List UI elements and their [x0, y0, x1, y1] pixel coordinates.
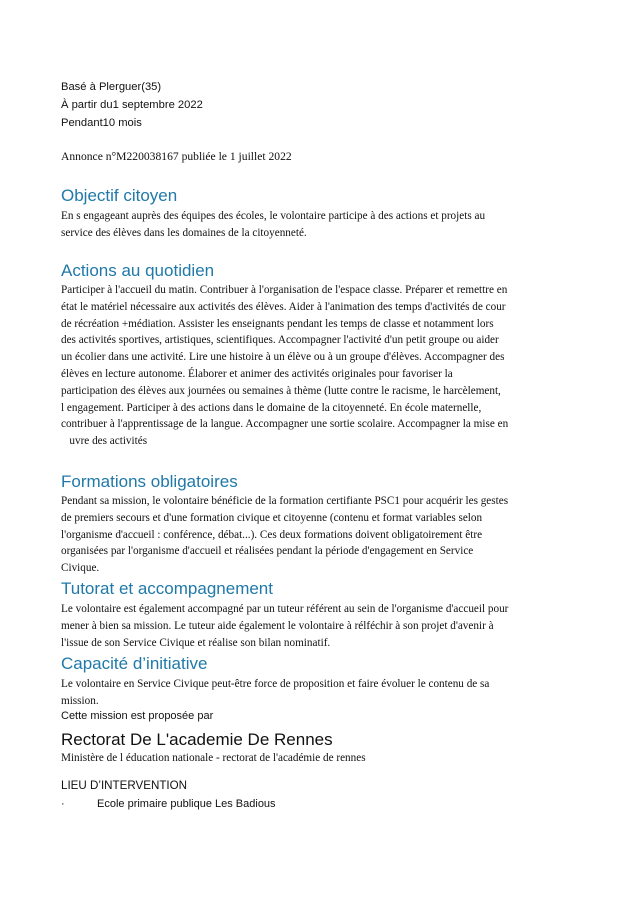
body-line: mission.	[61, 694, 99, 707]
body-line: un écolier dans une activité. Lire une histoire à un élève ou à un groupe d'élèves. Accompagner des	[61, 351, 505, 364]
section-body-tutorat	[61, 601, 561, 651]
mission-duration: Pendant10 mois	[61, 117, 142, 129]
intervention-place-heading: LIEU D’INTERVENTION	[61, 779, 188, 792]
section-heading-objectif: Objectif citoyen	[61, 186, 178, 205]
body-line: des activités sportives, artistiques, scientifiques. Accompagner l'activité d'un petit groupe ou aider	[61, 334, 499, 347]
section-body-capacite	[61, 676, 561, 710]
body-line: En s engageant auprès des équipes des écoles, le volontaire participe à des actions et projets au	[61, 210, 486, 222]
intervention-place-name: Ecole primaire publique Les Badious	[97, 798, 276, 810]
body-line: service des élèves dans les domaines de la citoyenneté.	[61, 226, 307, 239]
body-line: élèves en lecture autonome. Élaborer et animer des activités originales pour favoriser la	[61, 367, 453, 380]
body-line: Participer à l'accueil du matin. Contribuer à l'organisation de l'espace classe. Préparer et remettre en	[61, 284, 508, 296]
section-heading-formations: Formations obligatoires	[61, 472, 238, 491]
body-line: état le matériel nécessaire aux activités des élèves. Aider à l'animation des temps d'activités de cour	[61, 300, 506, 313]
body-line: l'organisme d'accueil : conférence, débat...). Ces deux formations doivent obligatoirement être	[61, 528, 483, 541]
body-line: de premiers secours et d'une formation civique et citoyenne (contenu et format variables selon	[61, 511, 483, 524]
body-line: uvre des activités	[61, 435, 148, 448]
section-heading-actions: Actions au quotidien	[61, 261, 215, 280]
organisation-intro: Cette mission est proposée par	[61, 710, 214, 722]
body-line: Le volontaire est également accompagné par un tuteur référent au sein de l'organisme d'accueil pour	[61, 603, 509, 615]
announcement-reference: Annonce n°M220038167 publiée le 1 juillet 2022	[61, 150, 292, 163]
intervention-place-item	[61, 798, 276, 810]
section-heading-tutorat: Tutorat et accompagnement	[61, 579, 273, 598]
body-line: mener à bien sa mission. Le tuteur aide également le volontaire à rélféchir à son projet d'avenir à	[61, 619, 494, 632]
body-line: Pendant sa mission, le volontaire bénéficie de la formation certifiante PSC1 pour acquérir les gestes	[61, 495, 509, 507]
mission-meta	[61, 78, 203, 132]
body-line: organisées par l'organisme d'accueil et réalisées pendant la période d'engagement en Service	[61, 545, 474, 558]
body-line: participation des élèves aux journées ou semaines à thème (lutte contre le racisme, le harcèlement,	[61, 384, 501, 397]
section-heading-capacite: Capacité d’initiative	[61, 654, 208, 673]
body-line: l engagement. Participer à des actions dans le domaine de la citoyenneté. En école maternelle,	[61, 401, 482, 414]
mission-start-date: À partir du1 septembre 2022	[61, 99, 203, 111]
section-body-actions	[61, 282, 561, 450]
organisation-name: Rectorat De L'academie De Rennes	[61, 730, 333, 749]
section-body-formations	[61, 493, 561, 577]
mission-location: Basé à Plerguer(35)	[61, 81, 162, 93]
section-body-objectif	[61, 208, 561, 242]
body-line: Le volontaire en Service Civique peut-être force de proposition et faire évoluer le contenu de sa	[61, 678, 490, 690]
bullet-marker: ·	[61, 798, 65, 810]
body-line: l'issue de son Service Civique et réalise son bilan nominatif.	[61, 636, 331, 649]
body-line: Civique.	[61, 562, 100, 575]
body-line: contribuer à l'apprentissage de la langue. Accompagner une sortie scolaire. Accompagner la mise en	[61, 418, 509, 431]
organisation-ministry: Ministère de l éducation nationale - rectorat de l'académie de rennes	[61, 752, 366, 764]
body-line: de récréation +médiation. Assister les enseignants pendant les temps de classe et notamment lors	[61, 317, 494, 330]
